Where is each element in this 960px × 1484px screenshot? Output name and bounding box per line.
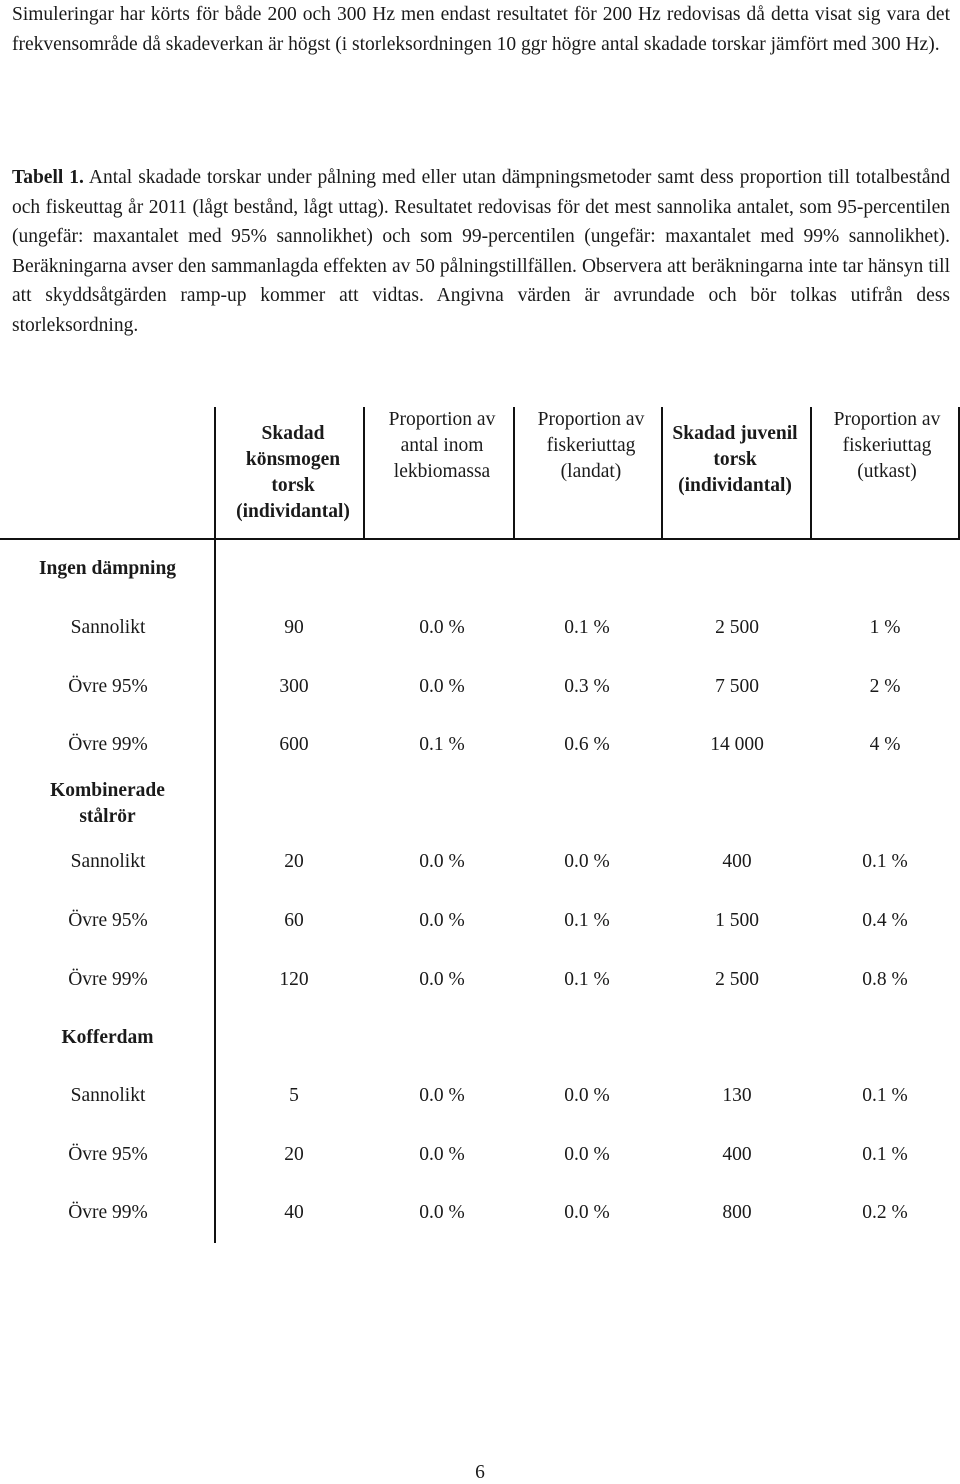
table-cell: 0.2 %: [862, 1202, 908, 1223]
table-cell: 0.0 %: [419, 617, 465, 638]
table-cell: 0.0 %: [419, 1202, 465, 1223]
table-cell: 0.6 %: [564, 734, 610, 755]
table-caption: [12, 163, 950, 340]
row-label: Övre 95%: [68, 910, 148, 931]
group-label: Ingen dämpning: [38, 558, 177, 579]
row-label: Övre 99%: [68, 969, 148, 990]
row-label: Övre 95%: [68, 676, 148, 697]
table-cell: 0.1 %: [564, 910, 610, 931]
table-rule: [513, 407, 515, 539]
table-caption-text: Antal skadade torskar under pålning med eller utan dämpningsmetoder samt dess proportion till totalbestånd och fiskeuttag år 2011 (lågt bestånd, lågt uttag). Resultatet redovisas för det mest sannolika antalet, som 95-percentilen (ungefär: maxantalet med 95% sannolikhet) och som 99-percentilen (ungefär: maxantalet med 99% sannolikhet). Beräkningarna avser den sammanlagda effekten av 50 pålningstillfällen. Observera att beräkningarna inte tar hänsyn till att skyddsåtgärden ramp-up kommer att vidtas. Angivna värden är avrundade och bör tolkas utifrån dess storleksordning.: [12, 167, 950, 336]
table-cell: 7 500: [715, 676, 759, 697]
table-rule: [810, 407, 812, 539]
row-label: Sannolikt: [70, 617, 146, 638]
group-label: Kombinerade stålrör: [50, 780, 165, 827]
table-cell: 0.1 %: [564, 969, 610, 990]
column-header-juvenile-cod: Skadad juvenil torsk (individantal): [672, 423, 798, 496]
table-cell: 0.0 %: [419, 1085, 465, 1106]
table-cell: 0.0 %: [419, 851, 465, 872]
table-cell: 0.0 %: [419, 910, 465, 931]
table-cell: 2 500: [715, 969, 759, 990]
table-cell: 400: [722, 1144, 752, 1165]
table-cell: 20: [284, 851, 304, 872]
table-cell: 0.1 %: [419, 734, 465, 755]
column-header-adult-cod: Skadad könsmogen torsk (individantal): [236, 423, 350, 522]
column-header-spawning-proportion: Proportion av antal inom lekbiomassa: [388, 409, 496, 482]
table-cell: 90: [284, 617, 304, 638]
table-cell: 0.1 %: [564, 617, 610, 638]
row-label: Sannolikt: [70, 851, 146, 872]
intro-paragraph: Simuleringar har körts för både 200 och 300 Hz men endast resultatet för 200 Hz redovisas då detta visat sig vara det frekvensområde då skadeverkan är högst (i storleksordningen 10 ggr högre antal skadade torskar jämfört med 300 Hz).: [12, 4, 950, 55]
table-cell: 0.0 %: [564, 851, 610, 872]
row-label: Övre 95%: [68, 1144, 148, 1165]
table-cell: 60: [284, 910, 304, 931]
table-cell: 800: [722, 1202, 752, 1223]
table-cell: 0.0 %: [419, 676, 465, 697]
table-cell: 4 %: [869, 734, 901, 755]
table-rule: [661, 407, 663, 539]
table-cell: 2 500: [715, 617, 759, 638]
table-cell: 0.1 %: [862, 851, 908, 872]
table-rule: [214, 407, 216, 1243]
table-header-rule: [0, 538, 960, 540]
table-caption-label: Tabell 1.: [12, 167, 84, 188]
table-rule: [958, 407, 960, 539]
table-cell: 20: [284, 1144, 304, 1165]
table-cell: 0.0 %: [564, 1202, 610, 1223]
row-label: Övre 99%: [68, 1202, 148, 1223]
table-cell: 0.0 %: [419, 969, 465, 990]
table-cell: 300: [279, 676, 309, 697]
table-cell: 14 000: [710, 734, 764, 755]
table-cell: 0.1 %: [862, 1085, 908, 1106]
column-header-discard-proportion: Proportion av fiskeriuttag (utkast): [833, 409, 941, 482]
table-cell: 0.0 %: [564, 1144, 610, 1165]
page-number: 6: [475, 1462, 485, 1483]
table-cell: 0.0 %: [419, 1144, 465, 1165]
table-cell: 130: [722, 1085, 752, 1106]
table-cell: 0.0 %: [564, 1085, 610, 1106]
table-cell: 400: [722, 851, 752, 872]
group-label: Kofferdam: [61, 1027, 154, 1048]
table-cell: 600: [279, 734, 309, 755]
row-label: Övre 99%: [68, 734, 148, 755]
table-cell: 40: [284, 1202, 304, 1223]
table-rule: [363, 407, 365, 539]
column-header-landed-proportion: Proportion av fiskeriuttag (landat): [537, 409, 645, 482]
table-cell: 1 %: [869, 617, 901, 638]
table-cell: 0.3 %: [564, 676, 610, 697]
table-cell: 120: [279, 969, 309, 990]
table-cell: 0.1 %: [862, 1144, 908, 1165]
table-cell: 5: [289, 1085, 299, 1106]
table-cell: 0.4 %: [862, 910, 908, 931]
table-cell: 2 %: [869, 676, 901, 697]
table-cell: 1 500: [715, 910, 759, 931]
table-cell: 0.8 %: [862, 969, 908, 990]
row-label: Sannolikt: [70, 1085, 146, 1106]
